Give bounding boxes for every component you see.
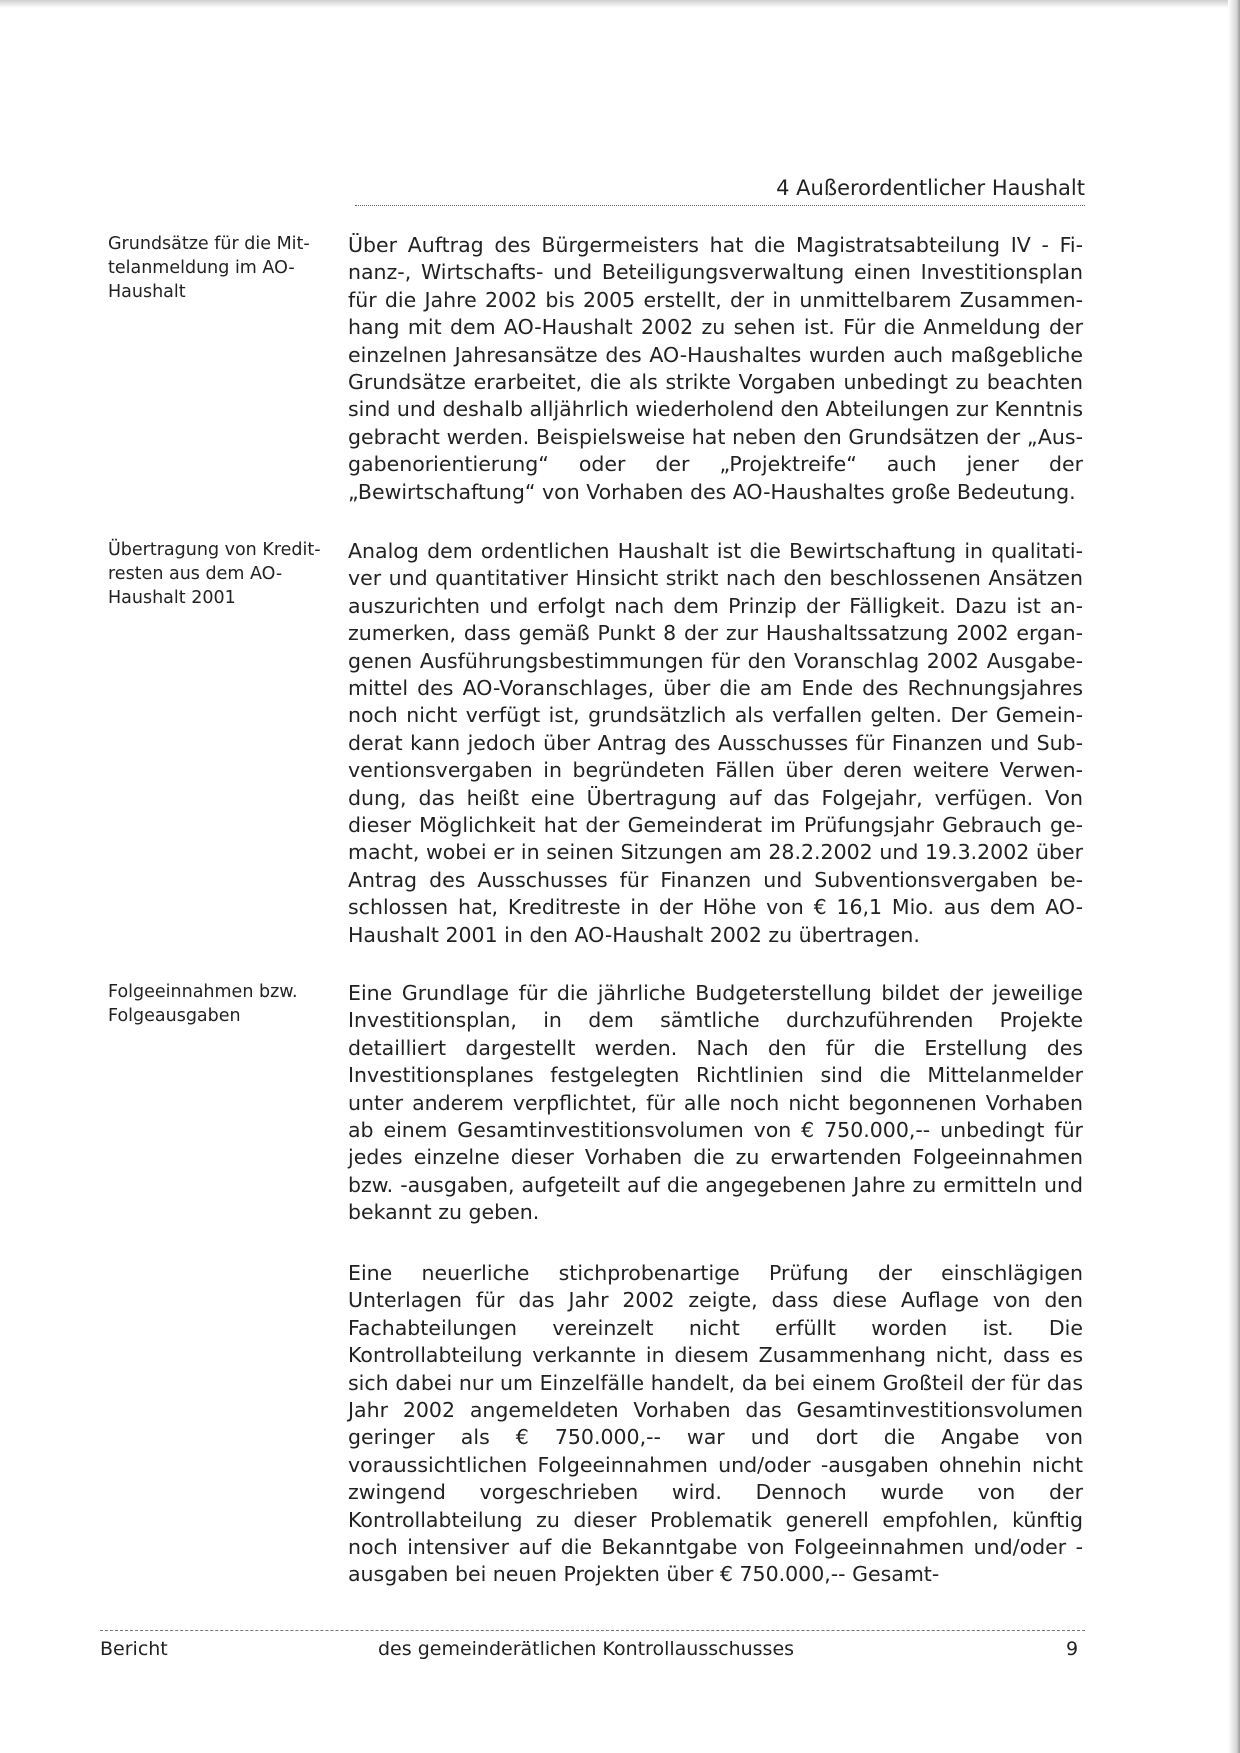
footer-committee: des gemeinderätlichen Kontrollausschusses xyxy=(378,1638,795,1660)
running-header: 4 Außerordentlicher Haushalt xyxy=(776,176,1085,200)
margin-note-grundsaetze: Grundsätze für die Mittelanmeldung im AO-Haushalt xyxy=(108,234,310,302)
paragraph-pruefung: Eine neuerliche stichprobenartige Prüfung der einschlägigen Unterlagen für das Jahr 2002 zeigte, dass diese Auflage von den Fachabteilungen vereinzelt nicht erfüllt worden ist. Die Kontrollabteilung verkannte in diesem Zusammenhang nicht, dass es sich dabei nur um Einzelfälle handelt, da bei einem Großteil der für das Jahr 2002 angemeldeten Vorhaben das Gesamtinvestitionsvolumen geringer als € 750.000,-- war und dort die Angabe von voraussichtlichen Folgeeinnahmen und/oder -ausgaben ohnehin nicht zwingend vorgeschrieben wird. Dennoch wurde von der Kontrollabteilung zu dieser Problematik generell empfohlen, künftig noch intensiver auf die Bekanntgabe von Folgeeinnahmen und/oder -ausgaben bei neuen Projekten über € 750.000,-- Gesamt- xyxy=(348,1261,1083,1587)
header-rule xyxy=(355,205,1085,206)
page-number: 9 xyxy=(1066,1638,1079,1660)
margin-note-kreditreste: Übertragung von Kreditresten aus dem AO-Haushalt 2001 xyxy=(108,540,321,608)
scan-edge-top xyxy=(0,0,1240,8)
footer-report-label: Bericht xyxy=(100,1638,168,1660)
paragraph-folgeeinnahmen: Eine Grundlage für die jährliche Budgeterstellung bildet der jeweilige Investitionsplan, in dem sämtliche durchzuführenden Projekte detailliert dargestellt werden. Nach den für die Erstellung des Investitionsplanes festgelegten Richtlinien sind die Mittelanmelder unter anderem verpflichtet, für alle noch nicht begonnenen Vorhaben ab einem Gesamtinvestitionsvolumen von € 750.000,-- unbedingt für jedes einzelne dieser Vorhaben die zu erwartenden Folgeeinnahmen bzw. -ausgaben, aufgeteilt auf die angegebenen Jahre zu ermitteln und bekannt zu geben. xyxy=(348,981,1083,1225)
paragraph-kreditreste: Analog dem ordentlichen Haushalt ist die Bewirtschaftung in qualitativer und quantitativer Hinsicht strikt nach den beschlossenen Ansätzen auszurichten und erfolgt nach dem Prinzip der Fälligkeit. Dazu ist anzumerken, dass gemäß Punkt 8 der zur Haushaltssatzung 2002 ergangenen Ausführungsbestimmungen für den Voranschlag 2002 Ausgabemittel des AO-Voranschlages, über die am Ende des Rechnungsjahres noch nicht verfügt ist, grundsätzlich als verfallen gelten. Der Gemeinderat kann jedoch über Antrag des Ausschusses für Finanzen und Subventionsvergaben in begründeten Fällen über deren weitere Verwendung, das heißt eine Übertragung auf das Folgejahr, verfügen. Von dieser Möglichkeit hat der Gemeinderat im Prüfungsjahr Gebrauch gemacht, wobei er in seinen Sitzungen am 28.2.2002 und 19.3.2002 über Antrag des Ausschusses für Finanzen und Subventionsvergaben beschlossen hat, Kreditreste in der Höhe von € 16,1 Mio. aus dem AO-Haushalt 2001 in den AO-Haushalt 2002 zu übertragen. xyxy=(348,539,1083,947)
paragraph-grundsaetze: Über Auftrag des Bürgermeisters hat die Magistratsabteilung IV - Finanz-, Wirtschafts- und Beteiligungsverwaltung einen Investitionsplan für die Jahre 2002 bis 2005 erstellt, der in unmittelbarem Zusammenhang mit dem AO-Haushalt 2002 zu sehen ist. Für die Anmeldung der einzelnen Jahresansätze des AO-Haushaltes wurden auch maßgebliche Grundsätze erarbeitet, die als strikte Vorgaben unbedingt zu beachten sind und deshalb alljährlich wiederholend den Abteilungen zur Kenntnis gebracht werden. Beispielsweise hat neben den Grundsätzen der „Ausgabenorientierung“ oder der „Projektreife“ auch jener der „Bewirtschaftung“ von Vorhaben des AO-Haushaltes große Bedeutung. xyxy=(348,233,1083,504)
footer-rule xyxy=(100,1630,1085,1631)
margin-note-folgeeinnahmen: Folgeeinnahmen bzw. Folgeausgaben xyxy=(108,982,298,1026)
scan-edge-right xyxy=(1228,0,1240,1753)
